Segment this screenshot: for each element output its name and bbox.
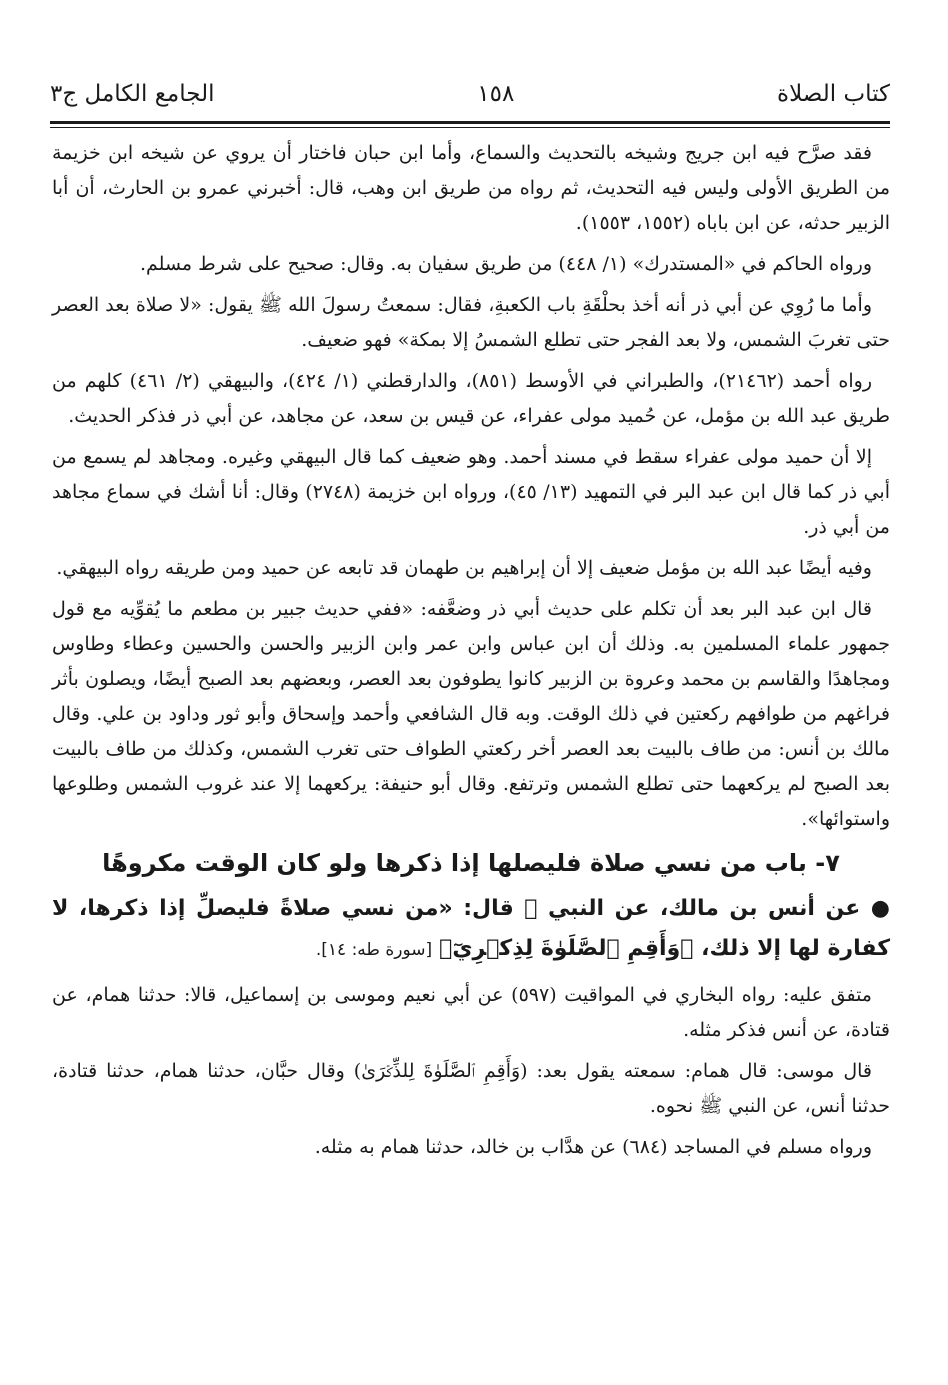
page-body [52,136,890,1171]
paragraph: وأما ما رُوِي عن أبي ذر أنه أخذ بحلْقَةِ باب الكعبةِ، فقال: سمعتُ رسولَ الله ﷺ يقول: «لا صلاة بعد العصر حتى تغربَ الشمس، ولا بعد الفجر حتى تطلع الشمسُ إلا بمكة» فهو ضعيف. [52,294,890,351]
chapter-title: كتاب الصلاة [777,81,890,107]
paragraph: رواه أحمد (٢١٤٦٢)، والطبراني في الأوسط (٨٥١)، والدارقطني (١/ ٤٢٤)، والبيهقي (٢/ ٤٦١) كلهم من طريق عبد الله بن مؤمل، عن حُميد مولى عفراء، عن قيس بن سعد، عن مجاهد، عن أبي ذر فذكر الحديث. [52,370,890,427]
paragraph: قال ابن عبد البر بعد أن تكلم على حديث أبي ذر وضعَّفه: «ففي حديث جبير بن مطعم ما يُقوِّيه مع قول جمهور علماء المسلمين به. وذلك أن ابن عباس وابن عمر وابن الزبير والحسن والحسين وعطاء وطاوس ومجاهدًا والقاسم بن محمد وعروة بن الزبير كانوا يطوفون بعد العصر، وبعضهم بعد الصبح أيضًا، ويصلون بأثر فراغهم من طوافهم ركعتين في ذلك الوقت. وبه قال الشافعي وأحمد وإسحاق وأبو ثور وداود بن علي. وقال مالك بن أنس: من طاف بالبيت بعد العصر أخر ركعتي الطواف حتى تغرب الشمس، وكذلك من طاف بالبيت بعد الصبح لم يركعهما حتى تطلع الشمس وترتفع. وقال أبو حنيفة: يركعهما إلا عند غروب الشمس وطلوعها واستوائها». [52,598,890,830]
page-number: ١٥٨ [477,81,515,107]
paragraph: فقد صرَّح فيه ابن جريج وشيخه بالتحديث والسماع، وأما ابن حبان فاختار أن يروي عن شيخه ابن خزيمة من الطريق الأولى وليس فيه التحديث، ثم رواه من طريق ابن وهب، قال: أخبرني عمرو بن الحارث، أن أبا الزبير حدثه، عن ابن باباه (١٥٥٢، ١٥٥٣). [52,142,890,234]
quran-reference: [سورة طه: ١٤]. [315,940,433,960]
paragraph: وفيه أيضًا عبد الله بن مؤمل ضعيف إلا أن إبراهيم بن طهمان قد تابعه عن حميد ومن طريقه رواه البيهقي. [56,557,872,579]
paragraph: ورواه مسلم في المساجد (٦٨٤) عن هدَّاب بن خالد، حدثنا همام به مثله. [314,1136,872,1158]
book-title: الجامع الكامل ج٣ [50,81,215,107]
paragraph: ورواه الحاكم في «المستدرك» (١/ ٤٤٨) من طريق سفيان به. وقال: صحيح على شرط مسلم. [139,253,872,275]
paragraph: متفق عليه: رواه البخاري في المواقيت (٥٩٧) عن أبي نعيم وموسى بن إسماعيل، قالا: حدثنا همام، عن قتادة، عن أنس فذكر مثله. [52,984,890,1041]
chapter-heading: ٧- باب من نسي صلاة فليصلها إذا ذكرها ولو كان الوقت مكروهًا [102,849,840,877]
header-rule-thin [50,127,890,128]
hadith-block [52,889,890,970]
hadith-text: ● عن أنس بن مالك، عن النبي ﷺ قال: «من نسي صلاةً فليصلِّ إذا ذكرها، لا كفارة لها إلا ذلك، ﴿وَأَقِمِ ٱلصَّلَوٰةَ لِذِكۡرِيٓ﴾ [52,896,890,961]
header-rule-thick [50,121,890,124]
page-header [50,72,890,116]
paragraph: قال موسى: قال همام: سمعته يقول بعد: (وَأَقِمِ ٱلصَّلَوٰةَ لِلذِّكۡرَىٰ) وقال حبَّان، حدثنا همام، حدثنا قتادة، حدثنا أنس، عن النبي ﷺ نحوه. [52,1060,890,1117]
paragraph: إلا أن حميد مولى عفراء سقط في مسند أحمد. وهو ضعيف كما قال البيهقي وغيره. ومجاهد لم يسمع من أبي ذر كما قال ابن عبد البر في التمهيد (١٣/ ٤٥)، ورواه ابن خزيمة (٢٧٤٨) وقال: أنا أشك في سماع مجاهد من أبي ذر. [52,446,890,538]
